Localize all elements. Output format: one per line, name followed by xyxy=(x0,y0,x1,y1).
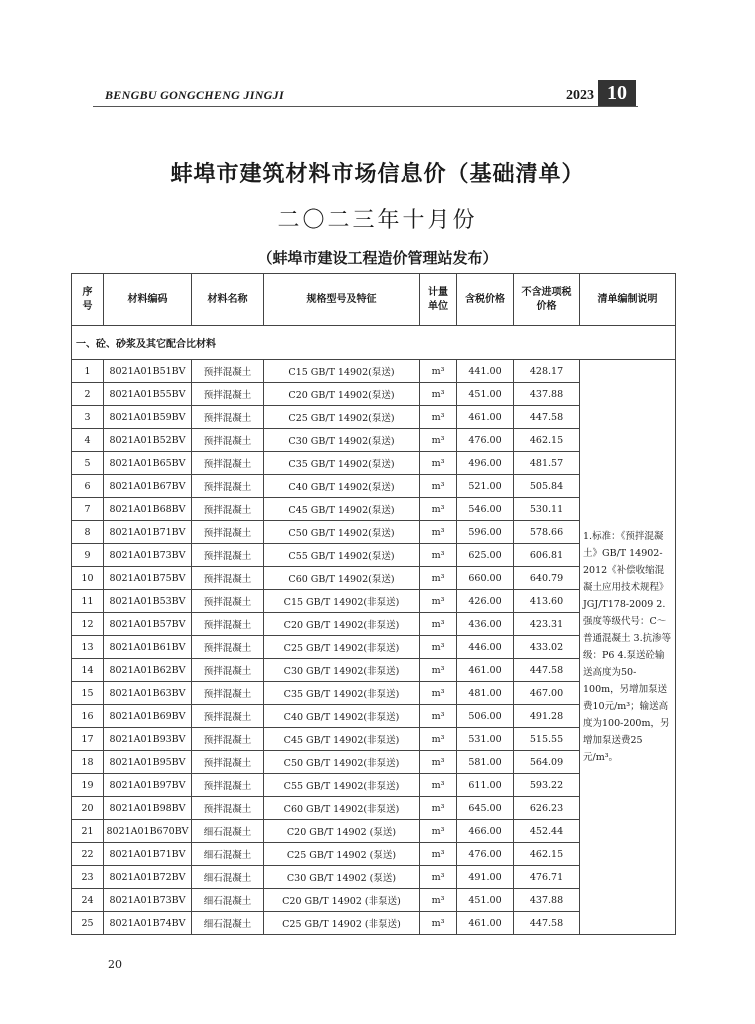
cell-price-notax: 640.79 xyxy=(514,567,580,590)
cell-unit: m³ xyxy=(420,659,457,682)
cell-seq: 9 xyxy=(72,544,104,567)
cell-seq: 2 xyxy=(72,383,104,406)
col-header-price-notax: 不含进项税价格 xyxy=(514,274,580,326)
cell-seq: 3 xyxy=(72,406,104,429)
cell-price-tax: 466.00 xyxy=(457,820,514,843)
cell-code: 8021A01B51BV xyxy=(104,360,192,383)
cell-code: 8021A01B55BV xyxy=(104,383,192,406)
cell-price-notax: 437.88 xyxy=(514,383,580,406)
cell-price-notax: 626.23 xyxy=(514,797,580,820)
cell-spec: C20 GB/T 14902 (非泵送) xyxy=(264,889,420,912)
cell-price-notax: 515.55 xyxy=(514,728,580,751)
cell-seq: 8 xyxy=(72,521,104,544)
cell-price-notax: 452.44 xyxy=(514,820,580,843)
cell-name: 预拌混凝土 xyxy=(192,636,264,659)
cell-seq: 11 xyxy=(72,590,104,613)
cell-spec: C30 GB/T 14902(非泵送) xyxy=(264,659,420,682)
cell-code: 8021A01B61BV xyxy=(104,636,192,659)
cell-seq: 20 xyxy=(72,797,104,820)
cell-unit: m³ xyxy=(420,797,457,820)
cell-unit: m³ xyxy=(420,475,457,498)
cell-unit: m³ xyxy=(420,820,457,843)
cell-code: 8021A01B71BV xyxy=(104,843,192,866)
cell-seq: 6 xyxy=(72,475,104,498)
cell-price-tax: 625.00 xyxy=(457,544,514,567)
cell-price-tax: 481.00 xyxy=(457,682,514,705)
cell-unit: m³ xyxy=(420,544,457,567)
cell-spec: C30 GB/T 14902 (泵送) xyxy=(264,866,420,889)
cell-code: 8021A01B74BV xyxy=(104,912,192,935)
cell-price-notax: 491.28 xyxy=(514,705,580,728)
cell-spec: C60 GB/T 14902(非泵送) xyxy=(264,797,420,820)
cell-price-notax: 437.88 xyxy=(514,889,580,912)
cell-code: 8021A01B98BV xyxy=(104,797,192,820)
cell-seq: 4 xyxy=(72,429,104,452)
cell-name: 预拌混凝土 xyxy=(192,797,264,820)
cell-spec: C20 GB/T 14902 (泵送) xyxy=(264,820,420,843)
cell-name: 预拌混凝土 xyxy=(192,659,264,682)
cell-spec: C40 GB/T 14902(泵送) xyxy=(264,475,420,498)
cell-name: 预拌混凝土 xyxy=(192,521,264,544)
page-subtitle: 二〇二三年十月份 xyxy=(277,208,478,233)
cell-spec: C45 GB/T 14902(非泵送) xyxy=(264,728,420,751)
col-header-price-tax: 含税价格 xyxy=(457,274,514,326)
cell-unit: m³ xyxy=(420,498,457,521)
table-row xyxy=(72,360,676,383)
cell-code: 8021A01B52BV xyxy=(104,429,192,452)
cell-spec: C35 GB/T 14902(非泵送) xyxy=(264,682,420,705)
cell-spec: C20 GB/T 14902(非泵送) xyxy=(264,613,420,636)
cell-seq: 16 xyxy=(72,705,104,728)
cell-code: 8021A01B69BV xyxy=(104,705,192,728)
cell-code: 8021A01B72BV xyxy=(104,866,192,889)
col-header-seq: 序号 xyxy=(72,274,104,326)
cell-price-notax: 462.15 xyxy=(514,429,580,452)
cell-code: 8021A01B63BV xyxy=(104,682,192,705)
cell-name: 预拌混凝土 xyxy=(192,475,264,498)
cell-code: 8021A01B57BV xyxy=(104,613,192,636)
cell-spec: C25 GB/T 14902 (非泵送) xyxy=(264,912,420,935)
cell-unit: m³ xyxy=(420,728,457,751)
cell-price-notax: 413.60 xyxy=(514,590,580,613)
cell-seq: 15 xyxy=(72,682,104,705)
cell-price-tax: 496.00 xyxy=(457,452,514,475)
cell-unit: m³ xyxy=(420,636,457,659)
cell-price-tax: 461.00 xyxy=(457,406,514,429)
cell-name: 细石混凝土 xyxy=(192,889,264,912)
cell-price-tax: 546.00 xyxy=(457,498,514,521)
col-header-note: 清单编制说明 xyxy=(580,274,676,326)
cell-unit: m³ xyxy=(420,705,457,728)
cell-price-tax: 446.00 xyxy=(457,636,514,659)
cell-name: 预拌混凝土 xyxy=(192,751,264,774)
cell-name: 预拌混凝土 xyxy=(192,567,264,590)
cell-name: 预拌混凝土 xyxy=(192,774,264,797)
cell-seq: 13 xyxy=(72,636,104,659)
cell-seq: 23 xyxy=(72,866,104,889)
page-title: 蚌埠市建筑材料市场信息价（基础清单） xyxy=(170,162,585,187)
cell-unit: m³ xyxy=(420,682,457,705)
cell-price-tax: 441.00 xyxy=(457,360,514,383)
cell-price-tax: 660.00 xyxy=(457,567,514,590)
issue-year: 2023 xyxy=(566,88,594,103)
cell-price-notax: 423.31 xyxy=(514,613,580,636)
cell-code: 8021A01B65BV xyxy=(104,452,192,475)
cell-price-tax: 451.00 xyxy=(457,383,514,406)
cell-price-notax: 578.66 xyxy=(514,521,580,544)
cell-seq: 18 xyxy=(72,751,104,774)
cell-name: 预拌混凝土 xyxy=(192,544,264,567)
cell-price-tax: 461.00 xyxy=(457,912,514,935)
cell-price-tax: 476.00 xyxy=(457,429,514,452)
cell-seq: 17 xyxy=(72,728,104,751)
price-table xyxy=(71,273,676,935)
cell-price-tax: 476.00 xyxy=(457,843,514,866)
cell-spec: C15 GB/T 14902(非泵送) xyxy=(264,590,420,613)
cell-price-tax: 521.00 xyxy=(457,475,514,498)
cell-code: 8021A01B62BV xyxy=(104,659,192,682)
cell-code: 8021A01B73BV xyxy=(104,889,192,912)
cell-spec: C60 GB/T 14902(泵送) xyxy=(264,567,420,590)
cell-price-notax: 447.58 xyxy=(514,659,580,682)
cell-unit: m³ xyxy=(420,452,457,475)
cell-unit: m³ xyxy=(420,429,457,452)
cell-code: 8021A01B75BV xyxy=(104,567,192,590)
cell-spec: C55 GB/T 14902(泵送) xyxy=(264,544,420,567)
cell-name: 预拌混凝土 xyxy=(192,452,264,475)
cell-seq: 14 xyxy=(72,659,104,682)
cell-spec: C25 GB/T 14902(泵送) xyxy=(264,406,420,429)
cell-unit: m³ xyxy=(420,590,457,613)
cell-spec: C35 GB/T 14902(泵送) xyxy=(264,452,420,475)
cell-unit: m³ xyxy=(420,751,457,774)
cell-code: 8021A01B68BV xyxy=(104,498,192,521)
cell-unit: m³ xyxy=(420,843,457,866)
cell-code: 8021A01B95BV xyxy=(104,751,192,774)
cell-name: 预拌混凝土 xyxy=(192,590,264,613)
cell-price-tax: 581.00 xyxy=(457,751,514,774)
col-header-spec: 规格型号及特征 xyxy=(264,274,420,326)
cell-price-tax: 426.00 xyxy=(457,590,514,613)
cell-code: 8021A01B73BV xyxy=(104,544,192,567)
table-header-row xyxy=(72,274,676,326)
cell-spec: C40 GB/T 14902(非泵送) xyxy=(264,705,420,728)
cell-name: 细石混凝土 xyxy=(192,912,264,935)
cell-code: 8021A01B71BV xyxy=(104,521,192,544)
cell-price-tax: 611.00 xyxy=(457,774,514,797)
cell-spec: C50 GB/T 14902(泵送) xyxy=(264,521,420,544)
cell-name: 预拌混凝土 xyxy=(192,682,264,705)
cell-price-notax: 428.17 xyxy=(514,360,580,383)
cell-unit: m³ xyxy=(420,383,457,406)
cell-unit: m³ xyxy=(420,889,457,912)
cell-price-notax: 593.22 xyxy=(514,774,580,797)
cell-seq: 12 xyxy=(72,613,104,636)
cell-price-notax: 462.15 xyxy=(514,843,580,866)
cell-seq: 25 xyxy=(72,912,104,935)
cell-price-notax: 447.58 xyxy=(514,912,580,935)
cell-name: 细石混凝土 xyxy=(192,843,264,866)
cell-code: 8021A01B97BV xyxy=(104,774,192,797)
cell-price-tax: 461.00 xyxy=(457,659,514,682)
cell-code: 8021A01B59BV xyxy=(104,406,192,429)
section-heading: 一、砼、砂浆及其它配合比材料 xyxy=(72,326,676,360)
cell-name: 预拌混凝土 xyxy=(192,613,264,636)
cell-spec: C15 GB/T 14902(泵送) xyxy=(264,360,420,383)
cell-seq: 24 xyxy=(72,889,104,912)
cell-unit: m³ xyxy=(420,866,457,889)
col-header-unit: 计量单位 xyxy=(420,274,457,326)
running-header xyxy=(93,80,638,106)
cell-unit: m³ xyxy=(420,774,457,797)
cell-code: 8021A01B93BV xyxy=(104,728,192,751)
cell-unit: m³ xyxy=(420,613,457,636)
cell-spec: C55 GB/T 14902(非泵送) xyxy=(264,774,420,797)
cell-price-notax: 530.11 xyxy=(514,498,580,521)
cell-seq: 19 xyxy=(72,774,104,797)
cell-name: 预拌混凝土 xyxy=(192,406,264,429)
cell-name: 预拌混凝土 xyxy=(192,728,264,751)
cell-name: 细石混凝土 xyxy=(192,820,264,843)
cell-seq: 22 xyxy=(72,843,104,866)
cell-name: 预拌混凝土 xyxy=(192,360,264,383)
cell-spec: C20 GB/T 14902(泵送) xyxy=(264,383,420,406)
cell-spec: C25 GB/T 14902 (泵送) xyxy=(264,843,420,866)
cell-price-tax: 596.00 xyxy=(457,521,514,544)
cell-price-notax: 467.00 xyxy=(514,682,580,705)
cell-name: 预拌混凝土 xyxy=(192,705,264,728)
cell-name: 细石混凝土 xyxy=(192,866,264,889)
cell-seq: 1 xyxy=(72,360,104,383)
cell-seq: 5 xyxy=(72,452,104,475)
journal-name: BENGBU GONGCHENG JINGJI xyxy=(105,88,284,102)
issue-number-badge: 10 xyxy=(598,80,636,106)
cell-spec: C30 GB/T 14902(泵送) xyxy=(264,429,420,452)
cell-unit: m³ xyxy=(420,360,457,383)
cell-name: 预拌混凝土 xyxy=(192,429,264,452)
cell-name: 预拌混凝土 xyxy=(192,498,264,521)
header-rule xyxy=(93,106,638,107)
cell-unit: m³ xyxy=(420,912,457,935)
cell-unit: m³ xyxy=(420,567,457,590)
cell-spec: C50 GB/T 14902(非泵送) xyxy=(264,751,420,774)
cell-code: 8021A01B67BV xyxy=(104,475,192,498)
cell-price-tax: 491.00 xyxy=(457,866,514,889)
cell-unit: m³ xyxy=(420,406,457,429)
cell-price-notax: 564.09 xyxy=(514,751,580,774)
cell-price-notax: 481.57 xyxy=(514,452,580,475)
cell-price-notax: 433.02 xyxy=(514,636,580,659)
cell-note: 1.标准：《预拌混凝土》GB/T 14902-2012《补偿收缩混凝土应用技术规程》JGJ/T178-2009 2.强度等级代号：C～普通混凝土 3.抗渗等级：P6 4.泵送砼输送高度为50-100m，另增加泵送费10元/m³；输送高度为100-200m，另增加泵送费25元/m³。 xyxy=(580,360,676,935)
cell-spec: C25 GB/T 14902(非泵送) xyxy=(264,636,420,659)
col-header-code: 材料编码 xyxy=(104,274,192,326)
cell-price-notax: 476.71 xyxy=(514,866,580,889)
col-header-name: 材料名称 xyxy=(192,274,264,326)
cell-code: 8021A01B670BV xyxy=(104,820,192,843)
cell-price-notax: 505.84 xyxy=(514,475,580,498)
cell-spec: C45 GB/T 14902(泵送) xyxy=(264,498,420,521)
publisher-line: （蚌埠市建设工程造价管理站发布） xyxy=(257,249,498,267)
cell-seq: 10 xyxy=(72,567,104,590)
cell-price-notax: 606.81 xyxy=(514,544,580,567)
cell-price-tax: 531.00 xyxy=(457,728,514,751)
cell-seq: 21 xyxy=(72,820,104,843)
cell-price-tax: 451.00 xyxy=(457,889,514,912)
cell-code: 8021A01B53BV xyxy=(104,590,192,613)
cell-name: 预拌混凝土 xyxy=(192,383,264,406)
cell-price-notax: 447.58 xyxy=(514,406,580,429)
section-row xyxy=(72,326,676,360)
cell-price-tax: 436.00 xyxy=(457,613,514,636)
cell-seq: 7 xyxy=(72,498,104,521)
cell-price-tax: 645.00 xyxy=(457,797,514,820)
cell-unit: m³ xyxy=(420,521,457,544)
page-number: 20 xyxy=(108,958,122,971)
cell-price-tax: 506.00 xyxy=(457,705,514,728)
